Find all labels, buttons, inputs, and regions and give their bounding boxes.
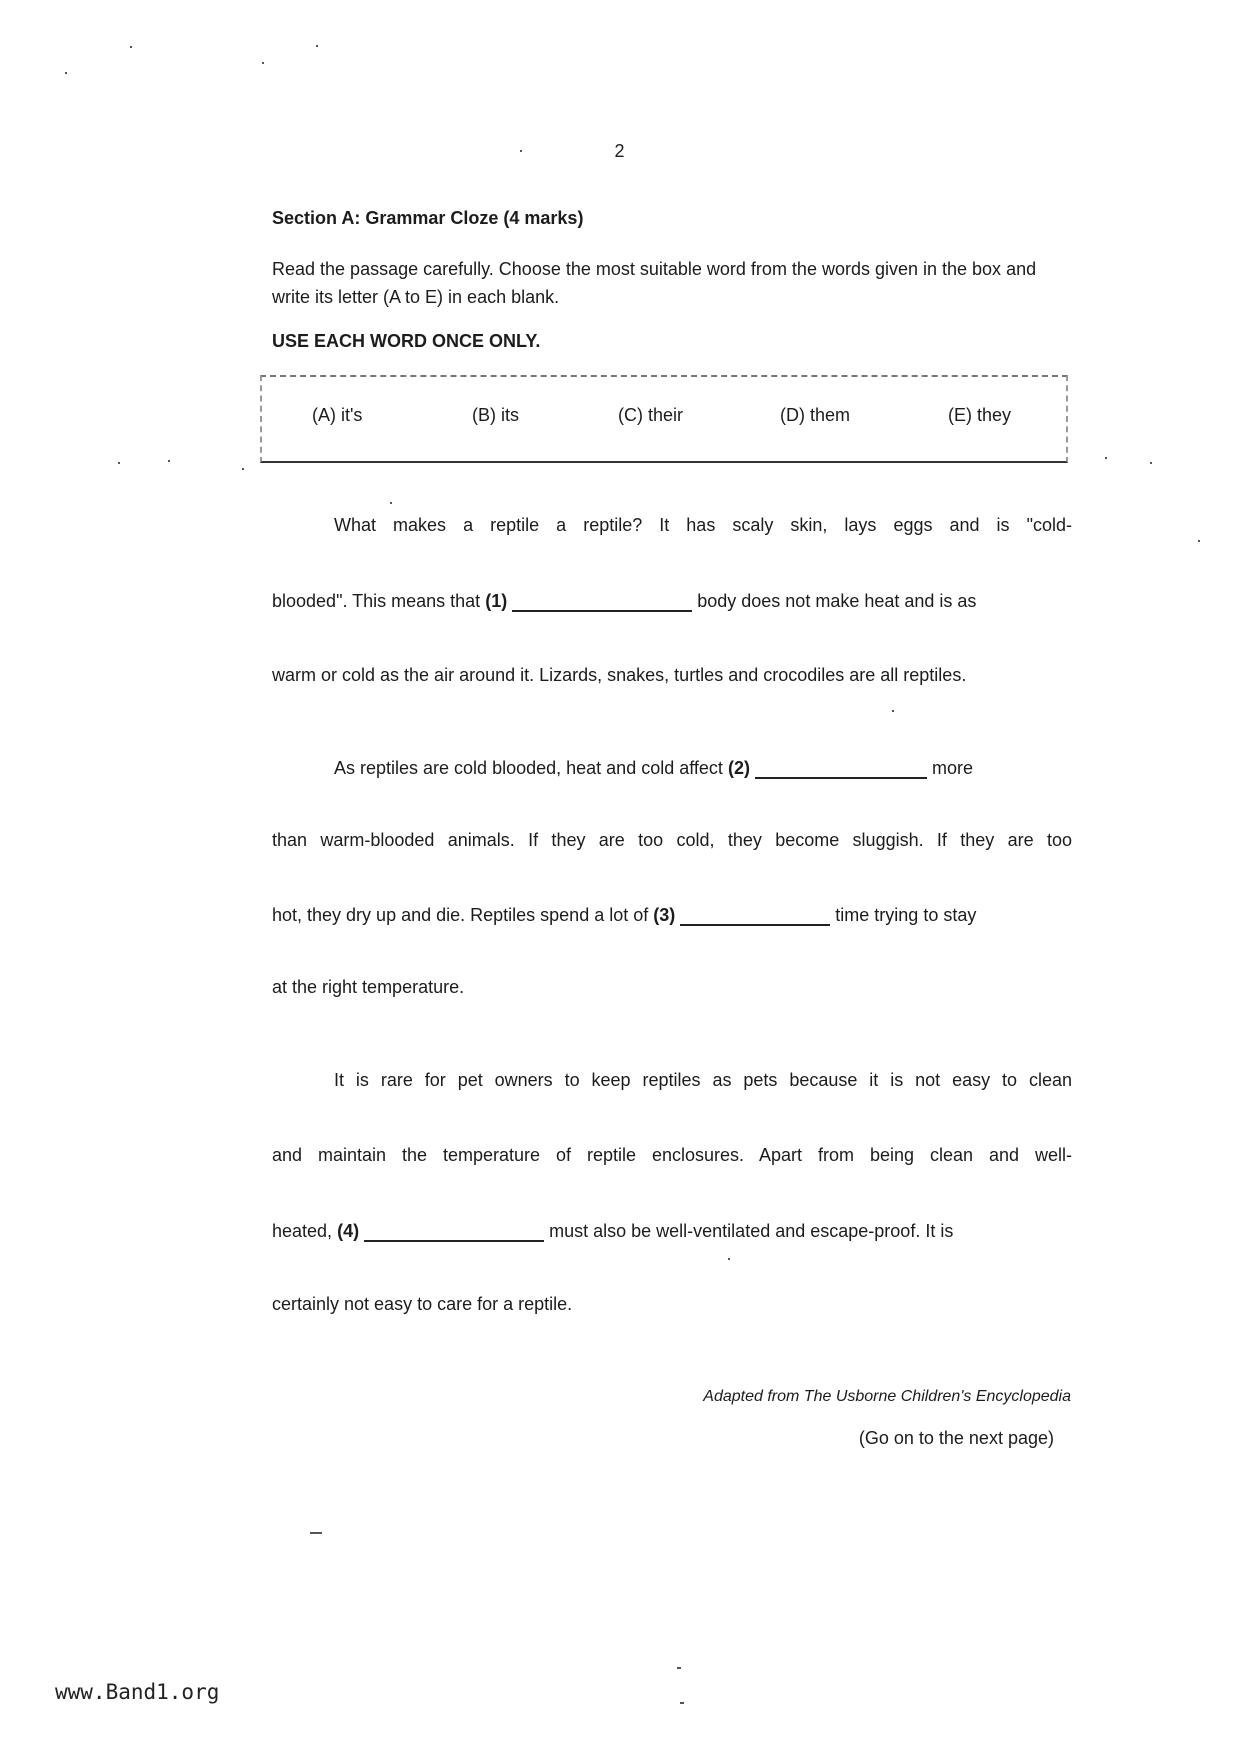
passage-text: blooded". This means that bbox=[272, 591, 481, 611]
scan-speck bbox=[168, 460, 170, 462]
next-page-note: (Go on to the next page) bbox=[858, 1428, 1054, 1448]
passage-line: and maintain the temperature of reptile enclosures. Apart from being clean and well- bbox=[272, 1145, 1072, 1165]
scan-speck bbox=[1150, 462, 1152, 464]
scan-speck bbox=[310, 1532, 322, 1534]
passage-line: certainly not easy to care for a reptile. bbox=[272, 1294, 573, 1314]
scan-speck bbox=[520, 150, 522, 152]
scan-speck bbox=[316, 45, 318, 47]
passage-line bbox=[334, 757, 1072, 779]
passage-line: It is rare for pet owners to keep reptiles as pets because it is not easy to clean bbox=[334, 1070, 1072, 1090]
scan-speck bbox=[65, 72, 67, 74]
blank-number-2: (2) bbox=[727, 758, 750, 778]
word-option-a: (A) it's bbox=[312, 405, 363, 425]
word-option-b: (B) its bbox=[472, 405, 519, 425]
word-option-e: (E) they bbox=[948, 405, 1012, 425]
answer-blank-3[interactable] bbox=[680, 904, 830, 926]
scan-speck bbox=[390, 502, 392, 504]
passage-line: What makes a reptile a reptile? It has scaly skin, lays eggs and is "cold- bbox=[334, 515, 1072, 535]
scan-speck bbox=[262, 62, 264, 64]
blank-number-1: (1) bbox=[485, 591, 508, 611]
passage-text: must also be well-ventilated and escape-proof. It is bbox=[549, 1221, 954, 1241]
passage-line bbox=[272, 904, 1072, 926]
answer-blank-1[interactable] bbox=[512, 590, 692, 612]
passage-text: body does not make heat and is as bbox=[697, 591, 977, 611]
word-option-c: (C) their bbox=[618, 405, 684, 425]
scan-speck bbox=[677, 1667, 681, 1669]
blank-number-4: (4) bbox=[337, 1221, 360, 1241]
passage-text: As reptiles are cold blooded, heat and cold affect bbox=[334, 758, 723, 778]
blank-number-3: (3) bbox=[653, 905, 676, 925]
page-number: 2 bbox=[614, 141, 625, 161]
footer-url[interactable]: www.Band1.org bbox=[55, 1680, 220, 1704]
passage-text: time trying to stay bbox=[835, 905, 977, 925]
passage-line: warm or cold as the air around it. Lizards, snakes, turtles and crocodiles are all reptiles. bbox=[272, 665, 967, 685]
scan-speck bbox=[680, 1702, 684, 1704]
passage-line: at the right temperature. bbox=[272, 977, 465, 997]
scan-speck bbox=[892, 710, 894, 712]
word-option-d: (D) them bbox=[780, 405, 851, 425]
use-once-note: USE EACH WORD ONCE ONLY. bbox=[272, 331, 541, 351]
scan-speck bbox=[728, 1258, 730, 1260]
scan-speck bbox=[118, 462, 120, 464]
section-title: Section A: Grammar Cloze (4 marks) bbox=[272, 208, 584, 228]
instructions: Read the passage carefully. Choose the most suitable word from the words given in the box and write its letter (A to E) in each blank. bbox=[272, 259, 1037, 307]
scan-speck bbox=[242, 468, 244, 470]
passage-line bbox=[272, 590, 1072, 612]
scan-speck bbox=[1105, 457, 1107, 459]
source-citation: Adapted from The Usborne Children's Encyclopedia bbox=[703, 1388, 1071, 1405]
passage-line: than warm-blooded animals. If they are too cold, they become sluggish. If they are too bbox=[272, 830, 1072, 850]
passage-line bbox=[272, 1220, 1072, 1242]
passage-text: more bbox=[931, 758, 973, 778]
scan-speck bbox=[130, 46, 132, 48]
answer-blank-2[interactable] bbox=[755, 757, 927, 779]
passage-text: hot, they dry up and die. Reptiles spend a lot of bbox=[272, 905, 649, 925]
scan-speck bbox=[1198, 540, 1200, 542]
passage-text: heated, bbox=[272, 1221, 333, 1241]
answer-blank-4[interactable] bbox=[364, 1220, 544, 1242]
